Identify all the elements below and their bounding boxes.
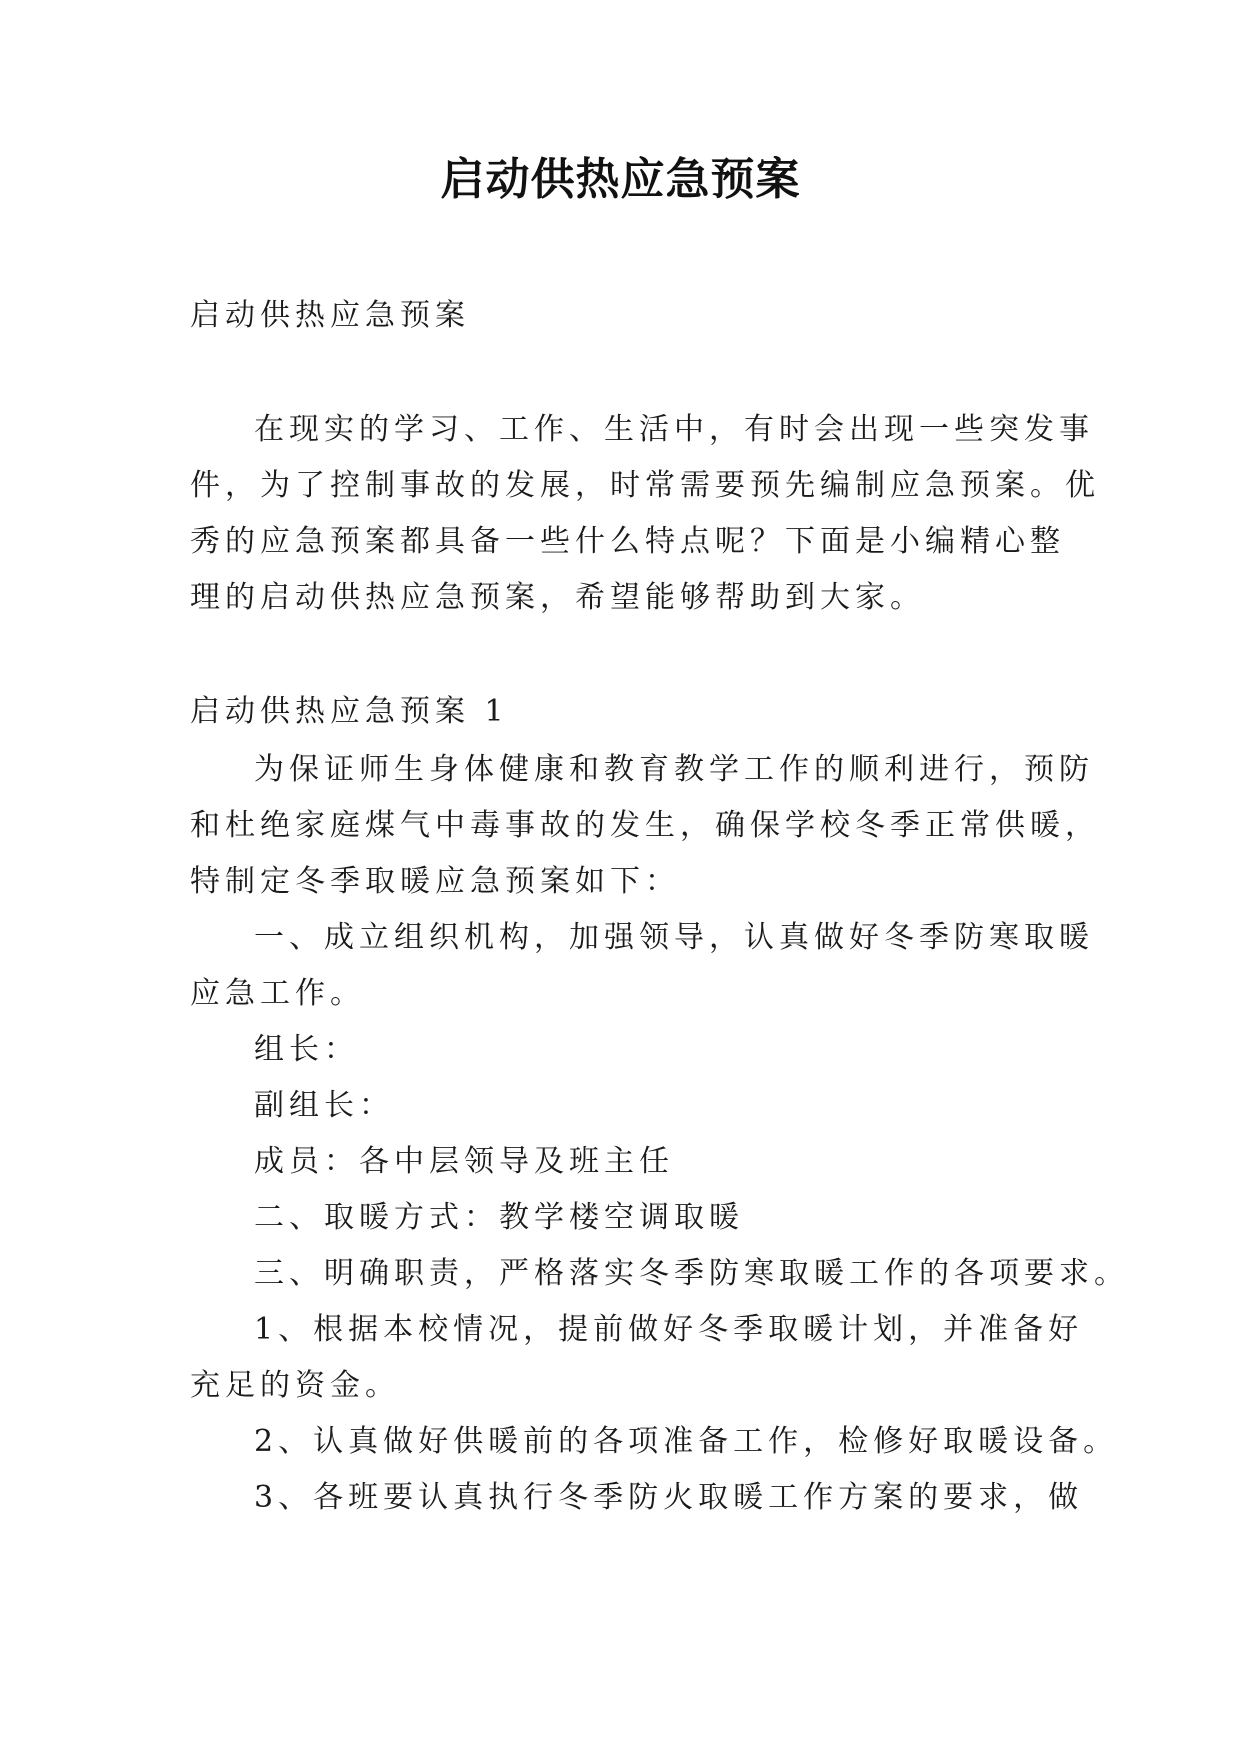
body-line-1: 为保证师生身体健康和教育教学工作的顺利进行，预防 <box>254 752 1094 787</box>
section-heading: 启动供热应急预案 1 <box>190 694 509 729</box>
document-subtitle: 启动供热应急预案 <box>190 298 470 333</box>
body-line-8: 成员：各中层领导及班主任 <box>254 1144 674 1179</box>
body-line-14: 3、各班要认真执行冬季防火取暖工作方案的要求，做 <box>254 1480 1084 1515</box>
body-line-4: 一、成立组织机构，加强领导，认真做好冬季防寒取暖 <box>254 920 1094 955</box>
body-line-10: 三、明确职责，严格落实冬季防寒取暖工作的各项要求。 <box>254 1256 1129 1291</box>
intro-line-3: 秀的应急预案都具备一些什么特点呢？下面是小编精心整 <box>190 524 1065 559</box>
body-line-6: 组长： <box>254 1032 359 1067</box>
body-line-11: 1、根据本校情况，提前做好冬季取暖计划，并准备好 <box>254 1312 1084 1347</box>
body-line-9: 二、取暖方式：教学楼空调取暖 <box>254 1200 744 1235</box>
intro-line-4: 理的启动供热应急预案，希望能够帮助到大家。 <box>190 580 925 615</box>
body-line-13: 2、认真做好供暖前的各项准备工作，检修好取暖设备。 <box>254 1424 1119 1459</box>
body-line-3: 特制定冬季取暖应急预案如下： <box>190 864 680 899</box>
body-line-7: 副组长： <box>254 1088 394 1123</box>
body-line-2: 和杜绝家庭煤气中毒事故的发生，确保学校冬季正常供暖， <box>190 808 1100 843</box>
intro-line-2: 件，为了控制事故的发展，时常需要预先编制应急预案。优 <box>190 468 1100 503</box>
body-line-5: 应急工作。 <box>190 976 365 1011</box>
intro-line-1: 在现实的学习、工作、生活中，有时会出现一些突发事 <box>254 412 1094 447</box>
document-title: 启动供热应急预案 <box>440 154 801 205</box>
body-line-12: 充足的资金。 <box>190 1368 400 1403</box>
